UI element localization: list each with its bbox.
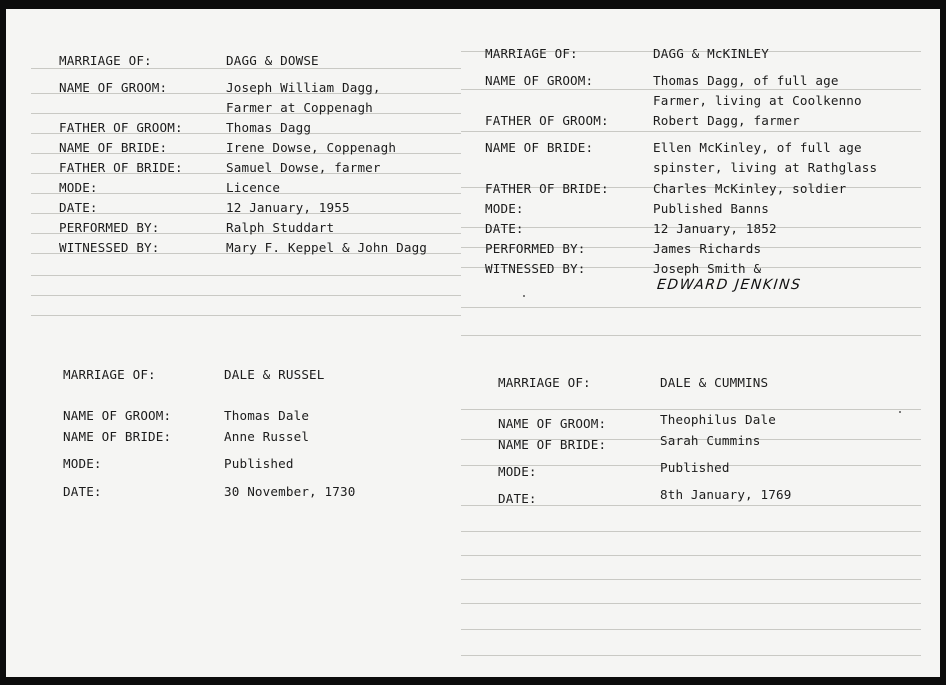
label-marriage-of: MARRIAGE OF: bbox=[485, 46, 578, 61]
value-bride: Anne Russel bbox=[224, 429, 310, 444]
rule-line bbox=[461, 307, 921, 308]
handwritten-witness: EDWARD JENKINS bbox=[656, 277, 803, 293]
value-bride: Sarah Cummins bbox=[660, 433, 761, 448]
value-mode: Published Banns bbox=[653, 201, 769, 216]
label-date: DATE: bbox=[498, 491, 537, 506]
label-groom: NAME OF GROOM: bbox=[63, 408, 172, 423]
rule-line bbox=[461, 629, 921, 630]
label-witnessed: WITNESSED BY: bbox=[59, 240, 160, 255]
label-groom: NAME OF GROOM: bbox=[59, 80, 168, 95]
rule-line bbox=[461, 655, 921, 656]
value-groom-cont: Farmer, living at Coolkenno bbox=[653, 93, 862, 108]
rule-line bbox=[461, 531, 921, 532]
label-groom: NAME OF GROOM: bbox=[485, 73, 594, 88]
label-marriage-of: MARRIAGE OF: bbox=[63, 367, 156, 382]
rule-line bbox=[31, 68, 461, 69]
value-marriage-of: DALE & RUSSEL bbox=[224, 367, 325, 382]
value-father-bride: Samuel Dowse, farmer bbox=[226, 160, 381, 175]
label-performed: PERFORMED BY: bbox=[59, 220, 160, 235]
value-date: 12 January, 1852 bbox=[653, 221, 777, 236]
label-mode: MODE: bbox=[485, 201, 524, 216]
label-mode: MODE: bbox=[498, 464, 537, 479]
rule-line bbox=[31, 315, 461, 316]
value-groom-cont: Farmer at Coppenagh bbox=[226, 100, 373, 115]
label-father-groom: FATHER OF GROOM: bbox=[59, 120, 183, 135]
label-marriage-of: MARRIAGE OF: bbox=[498, 375, 591, 390]
rule-line bbox=[461, 579, 921, 580]
rule-line bbox=[31, 295, 461, 296]
label-bride: NAME OF BRIDE: bbox=[498, 437, 607, 452]
label-date: DATE: bbox=[59, 200, 98, 215]
label-bride: NAME OF BRIDE: bbox=[63, 429, 172, 444]
label-marriage-of: MARRIAGE OF: bbox=[59, 53, 152, 68]
value-marriage-of: DAGG & McKINLEY bbox=[653, 46, 769, 61]
rule-line bbox=[461, 89, 921, 90]
speck bbox=[523, 295, 525, 297]
value-groom: Joseph William Dagg, bbox=[226, 80, 381, 95]
value-marriage-of: DAGG & DOWSE bbox=[226, 53, 319, 68]
value-groom: Thomas Dale bbox=[224, 408, 310, 423]
label-date: DATE: bbox=[485, 221, 524, 236]
value-date: 12 January, 1955 bbox=[226, 200, 350, 215]
label-date: DATE: bbox=[63, 484, 102, 499]
rule-line bbox=[461, 335, 921, 336]
label-father-groom: FATHER OF GROOM: bbox=[485, 113, 609, 128]
value-performed: James Richards bbox=[653, 241, 762, 256]
value-father-groom: Thomas Dagg bbox=[226, 120, 312, 135]
rule-line bbox=[461, 603, 921, 604]
label-witnessed: WITNESSED BY: bbox=[485, 261, 586, 276]
value-performed: Ralph Studdart bbox=[226, 220, 335, 235]
value-witnessed: Mary F. Keppel & John Dagg bbox=[226, 240, 428, 255]
rule-line bbox=[461, 409, 921, 410]
value-mode: Published bbox=[660, 460, 730, 475]
rule-line bbox=[461, 555, 921, 556]
rule-line bbox=[461, 131, 921, 132]
label-bride: NAME OF BRIDE: bbox=[59, 140, 168, 155]
value-father-groom: Robert Dagg, farmer bbox=[653, 113, 800, 128]
label-performed: PERFORMED BY: bbox=[485, 241, 586, 256]
value-father-bride: Charles McKinley, soldier bbox=[653, 181, 847, 196]
value-bride-cont: spinster, living at Rathglass bbox=[653, 160, 878, 175]
label-bride: NAME OF BRIDE: bbox=[485, 140, 594, 155]
rule-line bbox=[31, 275, 461, 276]
value-groom: Theophilus Dale bbox=[660, 412, 776, 427]
label-father-bride: FATHER OF BRIDE: bbox=[59, 160, 183, 175]
document-page bbox=[6, 9, 940, 677]
label-mode: MODE: bbox=[59, 180, 98, 195]
value-bride: Irene Dowse, Coppenagh bbox=[226, 140, 397, 155]
value-mode: Licence bbox=[226, 180, 281, 195]
value-mode: Published bbox=[224, 456, 294, 471]
value-date: 30 November, 1730 bbox=[224, 484, 356, 499]
value-date: 8th January, 1769 bbox=[660, 487, 792, 502]
speck bbox=[899, 411, 901, 413]
value-bride: Ellen McKinley, of full age bbox=[653, 140, 862, 155]
value-groom: Thomas Dagg, of full age bbox=[653, 73, 839, 88]
value-witnessed: Joseph Smith & bbox=[653, 261, 762, 276]
label-father-bride: FATHER OF BRIDE: bbox=[485, 181, 609, 196]
value-marriage-of: DALE & CUMMINS bbox=[660, 375, 769, 390]
label-mode: MODE: bbox=[63, 456, 102, 471]
label-groom: NAME OF GROOM: bbox=[498, 416, 607, 431]
